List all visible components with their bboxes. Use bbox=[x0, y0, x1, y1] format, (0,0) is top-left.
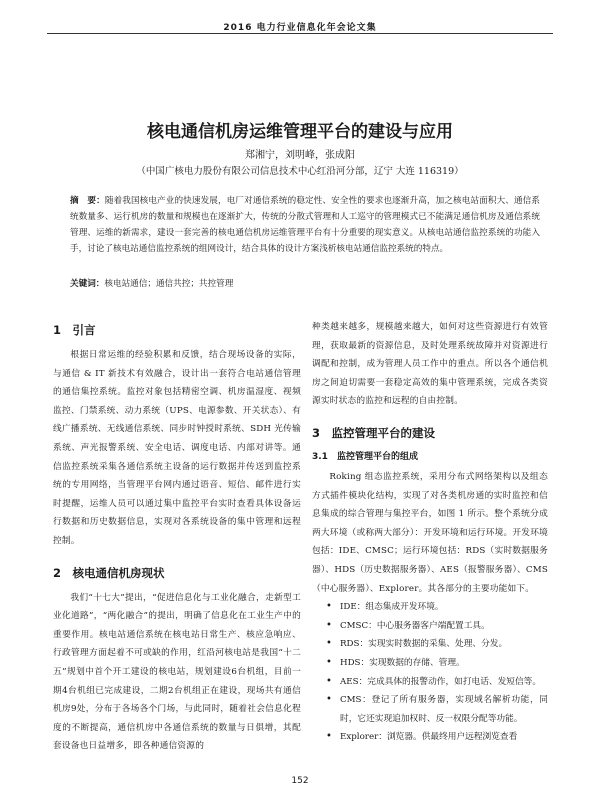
continued-paragraph: 种类越来越多，规模越来越大，如何对这些资源进行有效管理，获取最新的资源信息，及时处理系统故障并对资源进行调配和控制，成为管理人员工作中的重点。所以各个通信机房之间迫切需要一套稳定高效的集中管理系统，完成各类资源实时状态的监控和远程的自由控制。 bbox=[312, 322, 548, 407]
section-heading-platform: 3 监控管理平台的建设 bbox=[312, 425, 436, 440]
keywords bbox=[70, 276, 540, 292]
introduction-paragraph: 根据日常运维的经验积累和反馈，结合现场设备的实际，与通信 & IT 新技术有效融合，设计出一套符合电站通信管理的通信集控系统。监控对象包括精密空调、机房温湿度、视频监控、门禁系统、动力系统（UPS、电源参数、开关状态）、有线广播系统、无线通信系统、同步时钟授时系统、SDH 光传输系统、声光报警系统、安全电话、调度电话、内部对讲等。通信监控系统采集各通信系统主设备的运行数据并传送到监控系统的专用网络，当管理平台网内通过语音、短信、邮件进行实时提醒，运维人员可以通过集中监控平台实时查看具体设备运行数据和历史数据信息，实现对各系统设备的集中管理和远程控制。 bbox=[53, 350, 301, 546]
list-item: • AES：完成具体的报警动作，如打电话、发短信等。 bbox=[326, 673, 548, 692]
header-rule bbox=[47, 33, 553, 34]
page-number: 152 bbox=[291, 776, 309, 786]
abstract-label: 摘 要： bbox=[70, 196, 105, 206]
abstract-text: 随着我国核电产业的快速发展，电厂对通信系统的稳定性、安全性的要求也逐渐升高，加之核电站面积大、通信系统数量多、运行机房的数量和规模也在逐渐扩大，传统的分散式管理和人工巡守的管理模式已不能满足通信机房及通信系统管理、运维的新需求，建设一套完善的核电通信机房运维管理平台有十分重要的现实意义。从核电站通信监控系统的功能入手，讨论了核电站通信监控系统的组网设计，结合具体的设计方案浅析核电站通信监控系统的特点。 bbox=[70, 196, 540, 254]
list-item: • HDS：实现数据的存储、管理。 bbox=[326, 654, 548, 673]
list-item: • IDE：组态集成开发环境。 bbox=[326, 598, 548, 617]
list-item: • RDS：实现实时数据的采集、处理、分发。 bbox=[326, 635, 548, 654]
abstract bbox=[70, 193, 540, 257]
list-item: • CMS：登记了所有服务器，实现域名解析功能，同时，它还实现追加权时、反一权限分配等功能。 bbox=[326, 691, 548, 728]
paper-title: 核电通信机房运维管理平台的建设与应用 bbox=[147, 122, 453, 142]
list-item: • Explorer：浏览器。供最终用户远程浏览查看 bbox=[326, 728, 548, 747]
keywords-label: 关键词： bbox=[70, 279, 105, 289]
running-header: 2016 电力行业信息化年会论文集 bbox=[223, 23, 377, 33]
affiliation: （中国广核电力股份有限公司信息技术中心红沿河分部，辽宁 大连 116319） bbox=[136, 166, 464, 177]
status-paragraph: 我们“十七大”提出，“促进信息化与工业化融合，走新型工业化道路”，“两化融合”的提出，明确了信息化在工业生产中的重要作用。核电站通信系统在核电站日常生产、核应急响应、行政管理方面起着不可或缺的作用，红沿河核电站是我国“十二五”规划中首个开工建设的核电站，规划建设6台机组，目前一期4台机组已完成建设，二期2台机组正在建设，现场共有通信机房9处，分布于各场各个门场，与此同时，随着社会信息化程度的不断提高，通信机房中各通信系统的数量与日俱增，其配套设备也日益增多，即各种通信资源的 bbox=[53, 592, 301, 752]
authors: 郑湘宁，刘明峰，张成阳 bbox=[245, 150, 355, 161]
section-heading-status: 2 核电通信机房现状 bbox=[53, 565, 165, 580]
composition-paragraph: Roking 组态监控系统，采用分布式网络架构以及组态方式插件模块化结构，实现了对各类机房通的实时监控和信息集成的综合管理与集控平台，如图 1 所示。整个系统分成两大环境（或称两大部分）：开发环境和运行环境。开发环境包括：IDE、CMSC；运行环境包括：RDS（实时数据服务器）、HDS（历史数据服务器）、AES（报警服务器）、CMS（中心服务器）、Explorer。其各部分的主要功能如下。 bbox=[312, 471, 548, 594]
left-column bbox=[53, 322, 301, 756]
component-list bbox=[312, 598, 548, 747]
right-column bbox=[312, 318, 548, 747]
subsection-heading-composition: 3.1 监控管理平台的组成 bbox=[312, 451, 418, 462]
keywords-text: 核电站通信；通信共控；共控管理 bbox=[104, 279, 234, 289]
section-heading-introduction: 1 引言 bbox=[53, 323, 96, 337]
list-item: • CMSC：中心服务器客户端配置工具。 bbox=[326, 617, 548, 636]
